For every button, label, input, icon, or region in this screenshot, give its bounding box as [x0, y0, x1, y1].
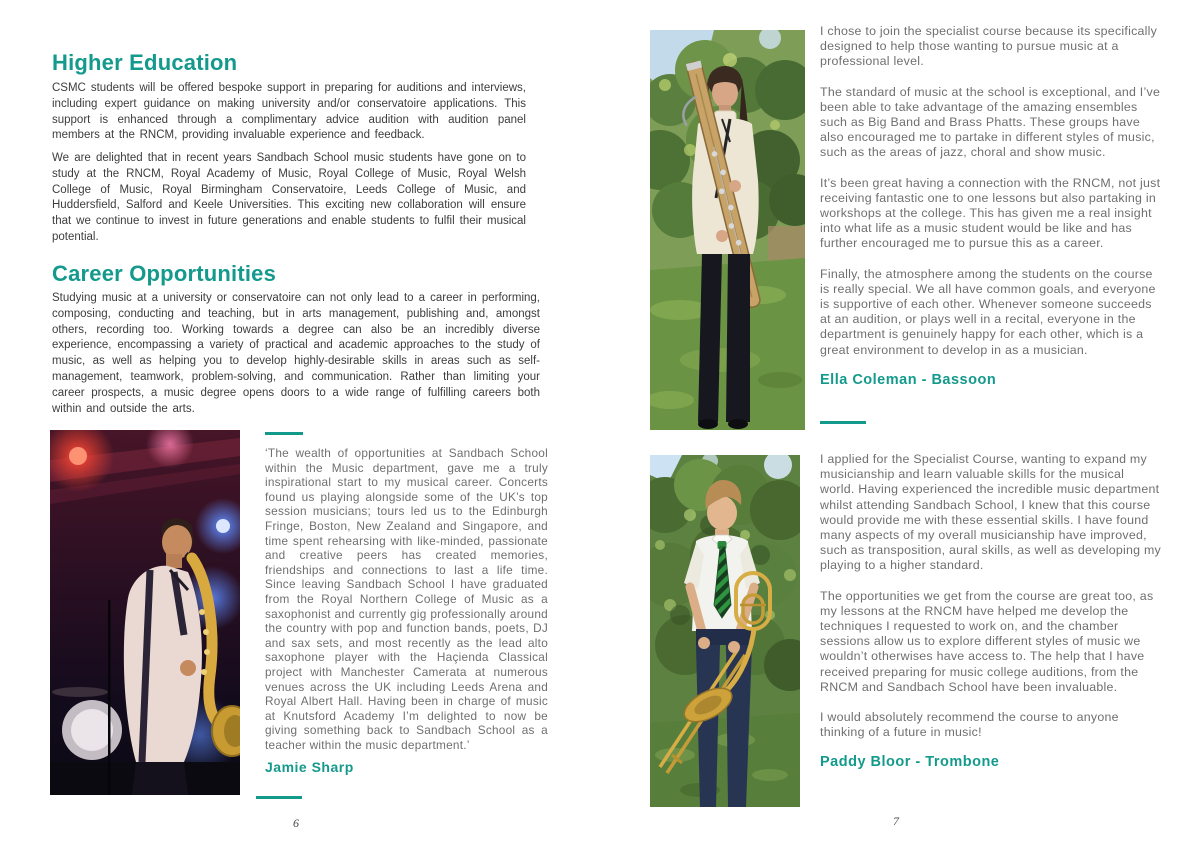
ella-paragraph-2: The standard of music at the school is exceptional, and I’ve been able to take advantage of the amazing ensembles such as Big Band and Brass Phatts. These groups have also encouraged me to partake in different styles of music, such as the areas of jazz, choral and show music. [820, 84, 1161, 160]
quote-bottom-divider [256, 796, 302, 799]
bassoon-student-photo [650, 30, 805, 430]
heading-higher-education: Higher Education [52, 50, 238, 75]
quote-top-divider [265, 432, 303, 435]
profile-divider [820, 421, 866, 424]
profile-name-paddy: Paddy Bloor - Trombone [820, 754, 1000, 771]
bassoon-student-illustration [650, 30, 805, 430]
paddy-paragraph-2: The opportunities we get from the course are great too, as my lessons at the RNCM have helped me develop the techniques I requested to work on, and the chamber sessions allow us to explore different styles of music we wouldn’t otherwises have access to. The help that I have received preparing for music college auditions, from the RNCM and Sandbach School have been invaluable. [820, 588, 1154, 694]
higher-education-paragraph-2: We are delighted that in recent years Sandbach School music students have gone on to study at the RNCM, Royal Academy of Music, Royal College of Music, Royal Welsh College of Music, Royal Birmingham Conservatoire, Leeds College of Music, and Huddersfield, Salford and Keele Universities. This exciting new collaboration will ensure that we continue to invest in future generations and enable students to fulfil their musical potential. [52, 152, 526, 243]
trombone-student-photo [650, 455, 800, 807]
heading-career-opportunities: Career Opportunities [52, 261, 277, 286]
profile-name-ella: Ella Coleman - Bassoon [820, 371, 997, 388]
saxophonist-photo [50, 430, 240, 795]
profile-ella-column [820, 24, 1162, 388]
page-number-right: 7 [893, 814, 899, 828]
paddy-paragraph-1: I applied for the Specialist Course, wanting to expand my musicianship and learn valuable skills for the musical world. Having experienced the incredible music department whilst attending Sandbach School, I knew that this course would provide me with these essential skills. I have found many aspects of my overall musicianship have improved, such as transposition, aural skills, as well as developing my playing to a higher standard. [820, 452, 1162, 573]
higher-education-paragraph-1: CSMC students will be offered bespoke support in preparing for auditions and interviews, including expert guidance on making university and/or conservatoire applications. This support is enhanced through a complimentary advice audition with audition panel members at the RNCM, providing invaluable experience and feedback. [52, 82, 526, 142]
page-number-left: 6 [293, 816, 299, 830]
quote-author: Jamie Sharp [265, 759, 354, 776]
profile-paddy-column [820, 452, 1162, 771]
testimonial-quote-block [265, 432, 548, 775]
ella-paragraph-1: I chose to join the specialist course because its specifically designed to help those wanting to pursue music at a professional level. [820, 24, 1158, 69]
ella-paragraph-3: It’s been great having a connection with the RNCM, not just receiving fantastic one to one lessons but also partaking in workshops at the college. This has given me a real insight into what life as a music student would be like and has further encouraged me to pursue this as a career. [820, 175, 1161, 251]
saxophonist-illustration [50, 430, 240, 795]
quote-text: ‘The wealth of opportunities at Sandbach School within the Music department, gave me a truly inspirational start to my musical career. Concerts found us playing alongside some of the UK’s top session musicians; tours led us to the Edinburgh Fringe, Boston, New Zealand and Singapore, and time spent rehearsing with like-minded, passionate and creative peers has created memories, friendships and connections to last a life time. Since leaving Sandbach School I have graduated from the Royal Northern College of Music as a saxophonist and currently gig professionally around the country with pop and function bands, poets, DJ and sax sets, and most recently as the lead alto saxophone player with the Haçienda Classical project with Manchester Camerata at numerous venues across the UK including Leeds Arena and Royal Albert Hall. Having been in charge of music at Knutsford Academy I’m delighted to now be giving something back to Sandbach School as a teacher within the music department.’ [265, 446, 548, 752]
ella-paragraph-4: Finally, the atmosphere among the students on the course is really special. We all have common goals, and everyone is supportive of each other. Whenever someone succeeds at an audition, or plays well in a recital, everyone in the department is genuinely happy for each other, which is a great environment to develop in as a musician. [820, 266, 1156, 357]
career-opportunities-paragraph: Studying music at a university or conservatoire can not only lead to a career in performing, composing, conducting and teaching, but in arts management, publishing and, amongst others, recording too. Working towards a degree can also be an incredibly diverse experience, encompassing a variety of practical and academic approaches to the study of music, as well as helping you to develop highly-desirable skills in areas such as self-management, teamwork, problem-solving, and communication. Rather than limiting your career prospects, a music degree opens doors to a wide range of fulfilling careers both within and outside the arts. [52, 292, 540, 415]
trombone-student-illustration [650, 455, 800, 807]
paddy-paragraph-3: I would absolutely recommend the course to anyone thinking of a future in music! [820, 710, 1119, 740]
